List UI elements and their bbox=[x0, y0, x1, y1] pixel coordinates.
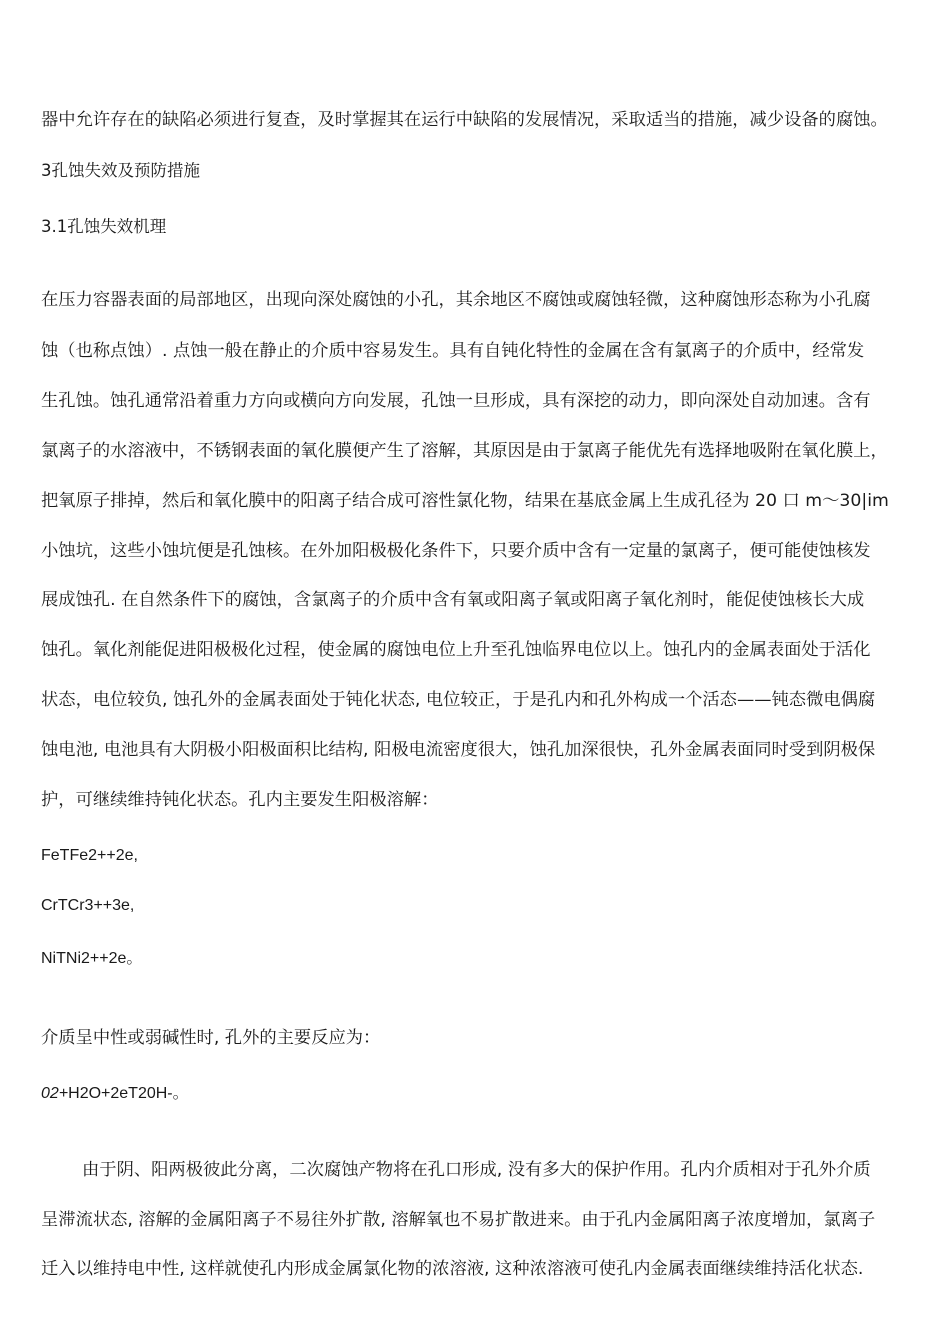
cathode-reaction-rest: H2O+2eT20H-。 bbox=[68, 1085, 189, 1102]
paragraph-line: 状态，电位较负, 蚀孔外的金属表面处于钝化状态, 电位较正，于是孔内和孔外构成一个活态——钝态微电偶腐 bbox=[41, 690, 876, 710]
paragraph-line: 氯离子的水溶液中，不锈钢表面的氧化膜便产生了溶解，其原因是由于氯离子能优先有选择地吸附在氧化膜上， bbox=[41, 441, 888, 461]
paragraph-line: 护，可继续维持钝化状态。孔内主要发生阳极溶解： bbox=[41, 790, 439, 810]
paragraph-line: 迁入以维持电中性, 这样就使孔内形成金属氯化物的浓溶液, 这种浓溶液可使孔内金属表面继续维持活化状态. bbox=[41, 1259, 864, 1279]
paragraph-line: 由于阴、阳两极彼此分离，二次腐蚀产物将在孔口形成, 没有多大的保护作用。孔内介质相对于孔外介质 bbox=[82, 1160, 871, 1180]
paragraph-line: 在压力容器表面的局部地区，出现向深处腐蚀的小孔，其余地区不腐蚀或腐蚀轻微，这种腐蚀形态称为小孔腐 bbox=[41, 290, 871, 310]
cathode-reaction-prefix: 02+ bbox=[41, 1085, 69, 1102]
paragraph-line: 蚀电池, 电池具有大阴极小阳极面积比结构, 阳极电流密度很大，蚀孔加深很快，孔外金属表面同时受到阴极保 bbox=[41, 740, 876, 760]
paragraph-line: 小蚀坑，这些小蚀坑便是孔蚀核。在外加阳极极化条件下，只要介质中含有一定量的氯离子，便可能使蚀核发 bbox=[41, 541, 871, 561]
paragraph-line: 生孔蚀。蚀孔通常沿着重力方向或横向方向发展，孔蚀一旦形成，具有深挖的动力，即向深处自动加速。含有 bbox=[41, 391, 871, 411]
paragraph-line: 呈滞流状态, 溶解的金属阳离子不易往外扩散, 溶解氧也不易扩散进来。由于孔内金属阳离子浓度增加，氯离子 bbox=[41, 1210, 876, 1230]
intro-text: 器中允许存在的缺陷必须进行复查，及时掌握其在运行中缺陷的发展情况，采取适当的措施，减少设备的腐蚀。 bbox=[41, 110, 888, 130]
reaction-iron: FeTFe2++2e, bbox=[41, 847, 138, 864]
paragraph-line: 蚀孔。氧化剂能促进阳极极化过程，使金属的腐蚀电位上升至孔蚀临界电位以上。蚀孔内的金属表面处于活化 bbox=[41, 640, 871, 660]
paragraph-line: 展成蚀孔. 在自然条件下的腐蚀，含氯离子的介质中含有氧或阳离子氧或阳离子氧化剂时，能促使蚀核长大成 bbox=[41, 590, 865, 610]
reaction-chromium: CrTCr3++3e, bbox=[41, 897, 135, 914]
reaction-nickel: NiTNi2++2e。 bbox=[41, 950, 143, 967]
paragraph-line: 把氧原子排掉，然后和氧化膜中的阳离子结合成可溶性氯化物，结果在基底金属上生成孔径为 20 口 m〜30|im bbox=[41, 491, 889, 511]
subsection-heading: 3.1孔蚀失效机理 bbox=[41, 217, 167, 236]
neutral-medium-text: 介质呈中性或弱碱性时, 孔外的主要反应为： bbox=[41, 1028, 381, 1048]
cathode-reaction bbox=[41, 1082, 189, 1106]
section-heading: 3孔蚀失效及预防措施 bbox=[41, 161, 200, 180]
paragraph-line: 蚀（也称点蚀）. 点蚀一般在静止的介质中容易发生。具有自钝化特性的金属在含有氯离子的介质中，经常发 bbox=[41, 341, 865, 361]
